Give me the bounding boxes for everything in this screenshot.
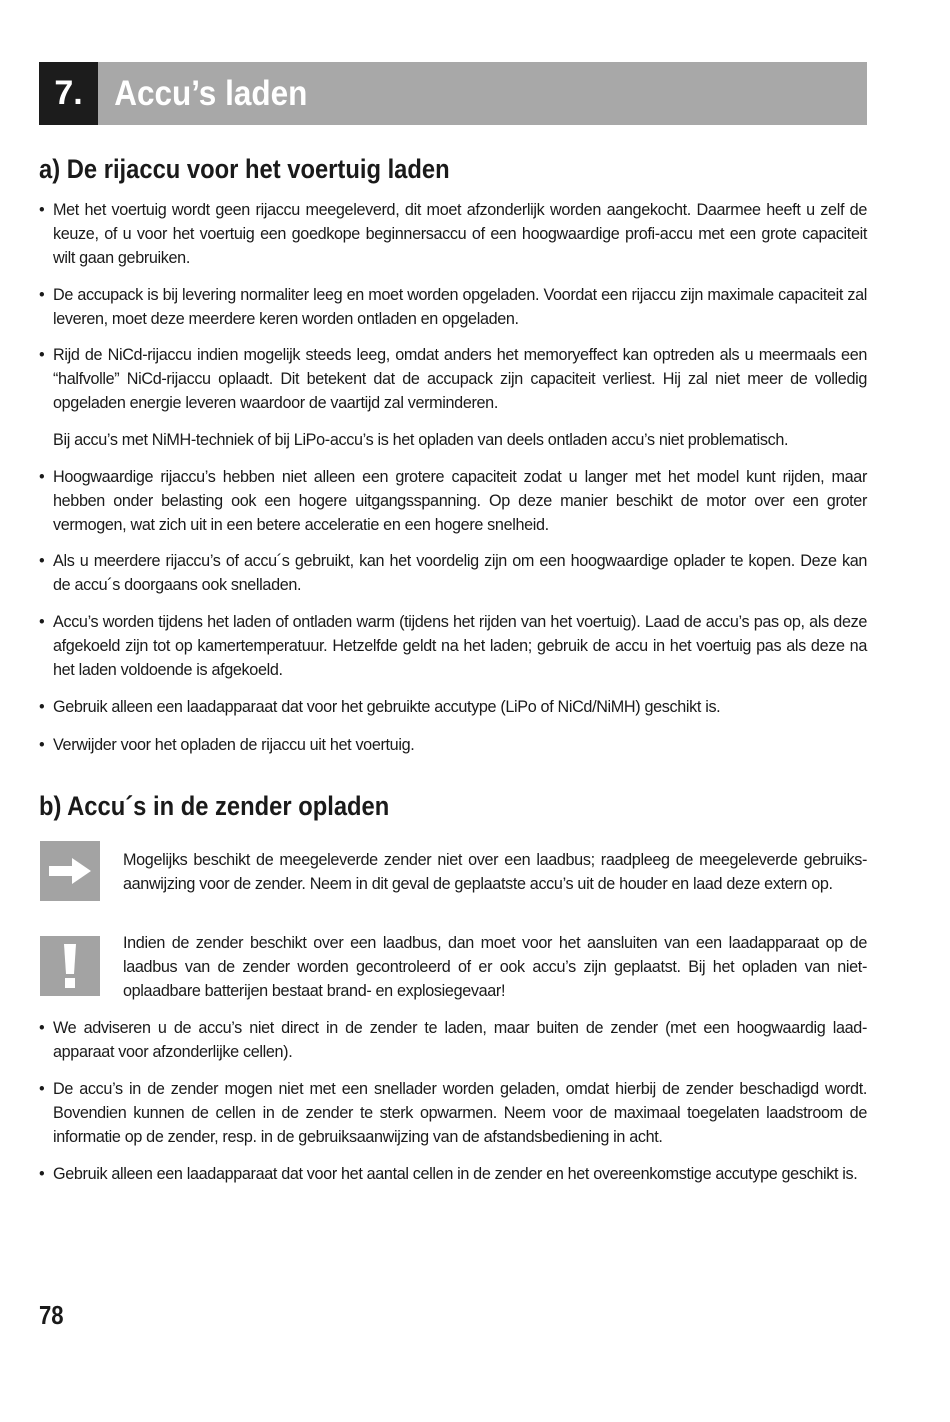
chapter-title: Accu’s laden xyxy=(114,73,308,113)
list-item xyxy=(39,1077,867,1149)
exclamation-icon xyxy=(60,942,80,990)
section-a-heading: a) De rijaccu voor het voertuig laden xyxy=(39,154,450,184)
list-item xyxy=(39,733,867,757)
list-item xyxy=(39,198,867,270)
list-item xyxy=(39,343,867,415)
warning-text: Indien de zender beschikt over een laadbus, dan moet voor het aansluiten van een laadapparaat op de laadbus van de zender worden gecontroleerd of er ook accu’s zijn geplaatst. Bij het opladen van niet-oplaadbare batterijen bestaat brand- en explosiegevaar! xyxy=(123,934,867,1000)
list-item-text: Met het voertuig wordt geen rijaccu meegeleverd, dit moet afzonderlijk worden aangekocht. Daarmee heeft u zelf de keuze, of u voor het voertuig een goedkope beginnersaccu of een hoogwaardige profi-accu met een grote capaciteit wilt gaan gebruiken. xyxy=(53,201,867,267)
bullet-marker: • xyxy=(39,286,45,304)
exclamation-icon xyxy=(40,936,100,996)
tip-text: Mogelijks beschikt de meegeleverde zender niet over een laadbus; raadpleeg de meegeleverde gebruiks-aanwijzing voor de zender. Neem in dit geval de geplaatste accu’s uit de houder en laad deze extern op. xyxy=(123,851,867,893)
section-b-heading: b) Accu´s in de zender opladen xyxy=(39,791,390,821)
note-paragraph xyxy=(39,428,867,452)
arrow-right-icon xyxy=(46,856,94,886)
bullet-marker: • xyxy=(39,1165,45,1183)
list-item xyxy=(39,695,867,719)
bullet-marker: • xyxy=(39,468,45,486)
note-paragraph-text: Bij accu’s met NiMH-techniek of bij LiPo-accu’s is het opladen van deels ontladen accu’s niet problematisch. xyxy=(53,431,789,449)
chapter-number: 7. xyxy=(39,62,98,125)
bullet-marker: • xyxy=(39,552,45,570)
list-item-text: We adviseren u de accu’s niet direct in de zender te laden, maar buiten de zender (met een hoogwaardig laad-apparaat voor afzonderlijke cellen). xyxy=(53,1019,867,1061)
list-item-text: De accupack is bij levering normaliter leeg en moet worden opgeladen. Voordat een rijaccu zijn maximale capaciteit zal leveren, moet deze meerdere keren worden ontladen en opgeladen. xyxy=(53,286,867,328)
list-item xyxy=(39,1016,867,1064)
bullet-marker: • xyxy=(39,698,45,716)
list-item-text: Als u meerdere rijaccu’s of accu´s gebruikt, kan het voordelig zijn om een hoogwaardige oplader te kopen. Deze kan de accu´s doorgaans ook snelladen. xyxy=(53,552,867,594)
list-item-text: Verwijder voor het opladen de rijaccu uit het voertuig. xyxy=(53,736,415,754)
list-item-text: De accu’s in de zender mogen niet met een snellader worden geladen, omdat hierbij de zender beschadigd wordt. Bovendien kunnen de cellen in de zender te sterk opwarmen. Neem voor de maximaal toegelaten laadstroom de informatie op de zender, resp. in de gebruiksaanwijzing van de afstandsbediening in acht. xyxy=(53,1080,867,1146)
list-item-text: Gebruik alleen een laadapparaat dat voor het aantal cellen in de zender en het overeenkomstige accutype geschikt is. xyxy=(53,1165,858,1183)
page-number: 78 xyxy=(39,1300,64,1330)
list-item xyxy=(39,549,867,597)
bullet-marker: • xyxy=(39,736,45,754)
arrow-right-icon xyxy=(40,841,100,901)
bullet-marker: • xyxy=(39,201,45,219)
bullet-marker: • xyxy=(39,346,45,364)
list-item-text: Accu’s worden tijdens het laden of ontladen warm (tijdens het rijden van het voertuig). Laad de accu’s pas op, als deze afgekoeld zijn tot op kamertemperatuur. Hetzelfde geldt na het laden; gebruik de accu in het voertuig pas als deze na het laden voldoende is afgekoeld. xyxy=(53,613,867,679)
bullet-marker: • xyxy=(39,613,45,631)
list-item xyxy=(39,1162,867,1186)
list-item-text: Hoogwaardige rijaccu’s hebben niet alleen een grotere capaciteit zodat u langer met het model kunt rijden, maar hebben onder belasting ook een hogere uitgangsspanning. Op deze manier beschikt de motor over een groter vermogen, wat zich uit in een betere acceleratie en een hogere snelheid. xyxy=(53,468,867,534)
chapter-heading-bar xyxy=(39,62,867,125)
list-item xyxy=(39,465,867,537)
list-item-text: Rijd de NiCd-rijaccu indien mogelijk steeds leeg, omdat anders het memoryeffect kan optreden als u meermaals een “halfvolle” NiCd-rijaccu oplaadt. Dit betekent dat de accupack zijn capaciteit verliest. Hij zal niet meer de volledig opgeladen energie leveren waardoor de vaartijd zal verminderen. xyxy=(53,346,867,412)
list-item-text: Gebruik alleen een laadapparaat dat voor het gebruikte accutype (LiPo of NiCd/NiMH) geschikt is. xyxy=(53,698,721,716)
list-item xyxy=(39,283,867,331)
bullet-marker: • xyxy=(39,1080,45,1098)
bullet-marker: • xyxy=(39,1019,45,1037)
list-item xyxy=(39,610,867,682)
